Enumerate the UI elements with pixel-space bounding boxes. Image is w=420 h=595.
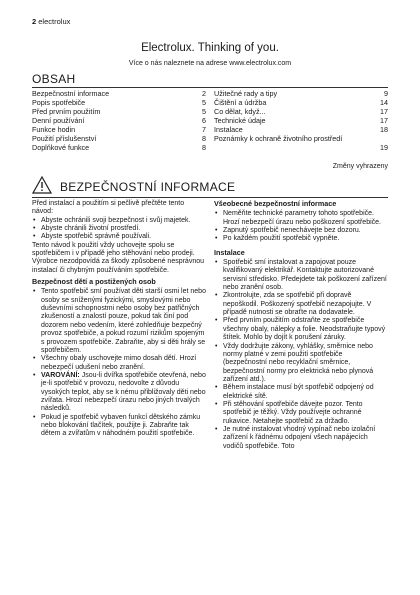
toc-title-rule (32, 87, 388, 88)
toc-entry[interactable] (214, 108, 388, 116)
toc-entry-page: 8 (202, 134, 206, 143)
toc-entry-page: 5 (202, 98, 206, 107)
section-title: BEZPEČNOSTNÍ INFORMACE (60, 180, 236, 194)
list-item: • Při stěhování spotřebiče dávejte pozor. Tento spotřebič je těžký. Vždy používejte ochranné rukavice. Netahejte spotřebič za držadlo. (214, 401, 388, 426)
page-number: 2 (32, 17, 37, 26)
body-paragraph: Tento návod k použití vždy uchovejte spolu se spotřebičem i v případě jeho stěhování nebo prodeji. (32, 241, 195, 258)
toc-entry[interactable] (214, 90, 388, 98)
toc-entry[interactable] (32, 126, 206, 134)
toc-entry-page: 18 (380, 125, 388, 134)
changes-note: Změny vyhrazeny (332, 163, 388, 170)
toc-entry-page: 17 (380, 116, 388, 125)
toc-entry-page: 5 (202, 107, 206, 116)
toc-entry-page: 19 (380, 143, 388, 152)
toc-entry-page: 14 (380, 98, 388, 107)
list-item: • Abyste spotřebič správně používali. (32, 233, 206, 241)
general-bullet-list (214, 210, 388, 243)
toc-entry-label: Technické údaje (214, 116, 266, 125)
list-item: • Po každém použití spotřebič vypněte. (214, 235, 388, 243)
general-safety-heading: Všeobecné bezpečnostní informace (214, 199, 337, 208)
toc-entry-page: 8 (202, 143, 206, 152)
intro-paragraph: Před instalací a použitím si pečlivě přečtěte tento návod: (32, 200, 185, 216)
toc-entry-label: Použití příslušenství (32, 134, 97, 143)
section-title-rule (32, 197, 388, 198)
toc-entry-label: Čištění a údržba (214, 98, 267, 107)
installation-heading: Instalace (214, 247, 245, 257)
body-paragraph: Výrobce nezodpovídá za škody způsobené nesprávnou instalací či chybným používáním spotřebiče. (32, 258, 205, 274)
list-item: • Spotřebič smí instalovat a zapojovat pouze kvalifikovaný elektrikář. Kontaktujte autorizované servisní středisko. Předejdete tak poškození zařízení nebo zranění osob. (214, 259, 388, 292)
list-item: • Před prvním použitím odstraňte ze spotřebiče všechny obaly, nálepky a folie. Neodstraňujte typový štítek. Mohlo by dojít k porušení záruky. (214, 317, 388, 342)
list-item: • Všechny obaly uschovejte mimo dosah dětí. Hrozí nebezpečí udušení nebo zranění. (32, 355, 206, 372)
toc-entry-label: Popis spotřebiče (32, 98, 86, 107)
toc-entry[interactable] (32, 90, 206, 98)
toc-entry-label: Co dělat, když... (214, 107, 266, 116)
list-item: • Zkontrolujte, zda se spotřebič při dopravě nepoškodil. Poškozený spotřebič nezapojujte. V případě nutnosti se obraťte na dodavatele. (214, 292, 388, 317)
installation-bullet-list (214, 259, 388, 451)
toc-entry[interactable] (214, 126, 388, 134)
list-item-warning (32, 372, 206, 414)
list-item: • Abyste chránili životní prostředí. (32, 225, 206, 233)
toc-entry-label: Bezpečnostní informace (32, 89, 110, 98)
children-bullet-list (32, 288, 206, 438)
visit-text: Více o nás naleznete na adrese www.electrolux.com (128, 60, 292, 67)
toc-entry-page: 17 (380, 107, 388, 116)
toc-entry[interactable] (214, 135, 388, 143)
toc-entry[interactable] (32, 117, 206, 125)
children-safety-heading: Bezpečnost dětí a postižených osob (32, 277, 156, 287)
toc-entry-label: Funkce hodin (32, 125, 76, 134)
toc-entry-label: Před prvním použitím (32, 107, 101, 116)
toc-entry-label: Denní používání (32, 116, 85, 125)
safety-left-column (32, 200, 206, 439)
toc-entry-page: 6 (202, 116, 206, 125)
toc-entry-label: Užitečné rady a tipy (214, 89, 278, 98)
list-item: • Abyste ochránili svoji bezpečnost i svůj majetek. (32, 217, 206, 225)
toc-entry-page: 7 (202, 125, 206, 134)
safety-right-column (214, 200, 388, 451)
warning-text: Jsou-li dvířka spotřebiče otevřená, nebo je-li spotřebič v provozu, nedovolte z důvodu vysokých teplot, aby se k nému přibližovaly děti nebo zvířata. Hrozí nebezpečí úrazu nebo jiných trvalých následků. (41, 371, 206, 413)
list-item: • Je nutné instalovat vhodný vypínač nebo izolační zařízení k řádnému odpojení všech napájecích vodičů spotřebiče. Toto (214, 426, 388, 451)
toc-entry[interactable] (214, 117, 388, 125)
toc-title: OBSAH (32, 72, 76, 86)
toc-entry[interactable] (214, 99, 388, 107)
warning-triangle-icon (32, 176, 52, 194)
tagline: Electrolux. Thinking of you. (141, 42, 279, 54)
list-item: • Zapnutý spotřebič nenechávejte bez dozoru. (214, 227, 388, 235)
list-item: • Tento spotřebič smí používat děti starší osmi let nebo osoby se sníženými fyzickými, smyslovými nebo duševními schopnostmi nebo osoby bez patřičných zkušeností a znalostí pouze, pokud tak činí pod dozorem nebo vedením, které zohledňuje bezpečný provoz spotřebiče, a pokud rozumí rizikům spojeným s provozem spotřebiče. Zabraňte, aby si děti hrály se spotřebičem. (32, 288, 206, 355)
toc-entry[interactable] (32, 108, 206, 116)
list-item: • Neměňte technické parametry tohoto spotřebiče. Hrozí nebezpečí úrazu nebo poškození spotřebiče. (214, 210, 388, 227)
list-item: • Během instalace musí být spotřebič odpojený od elektrické sítě. (214, 384, 388, 401)
toc-entry[interactable] (32, 144, 206, 152)
page-header (32, 17, 70, 26)
brand-name: electrolux (38, 17, 71, 26)
toc-entry-page: 2 (202, 89, 206, 98)
toc-entry-label: Instalace (214, 125, 243, 134)
toc-entry-page: 9 (384, 89, 388, 98)
toc-entry[interactable] (32, 99, 206, 107)
toc-entry-label: Doplňkové funkce (32, 143, 90, 152)
toc-entry[interactable] (32, 135, 206, 143)
warning-label: VAROVÁNÍ: (41, 371, 80, 379)
list-item: • Pokud je spotřebič vybaven funkcí dětského zámku nebo blokování tlačítek, použijte ji. Zabraňte tak dětem a zvířatům v náhodném použití spotřebiče. (32, 414, 206, 439)
intro-bullet-list (32, 217, 206, 242)
toc-entry-label: Poznámky k ochraně životního prostředí (214, 134, 343, 143)
list-item: • Vždy dodržujte zákony, vyhlášky, směrnice nebo normy platné v zemi použití spotřebiče (bezpečnostní nebo recyklační směrnice, bezpečnostní normy pro elektrická nebo plynová zařízení atd.). (214, 343, 388, 385)
